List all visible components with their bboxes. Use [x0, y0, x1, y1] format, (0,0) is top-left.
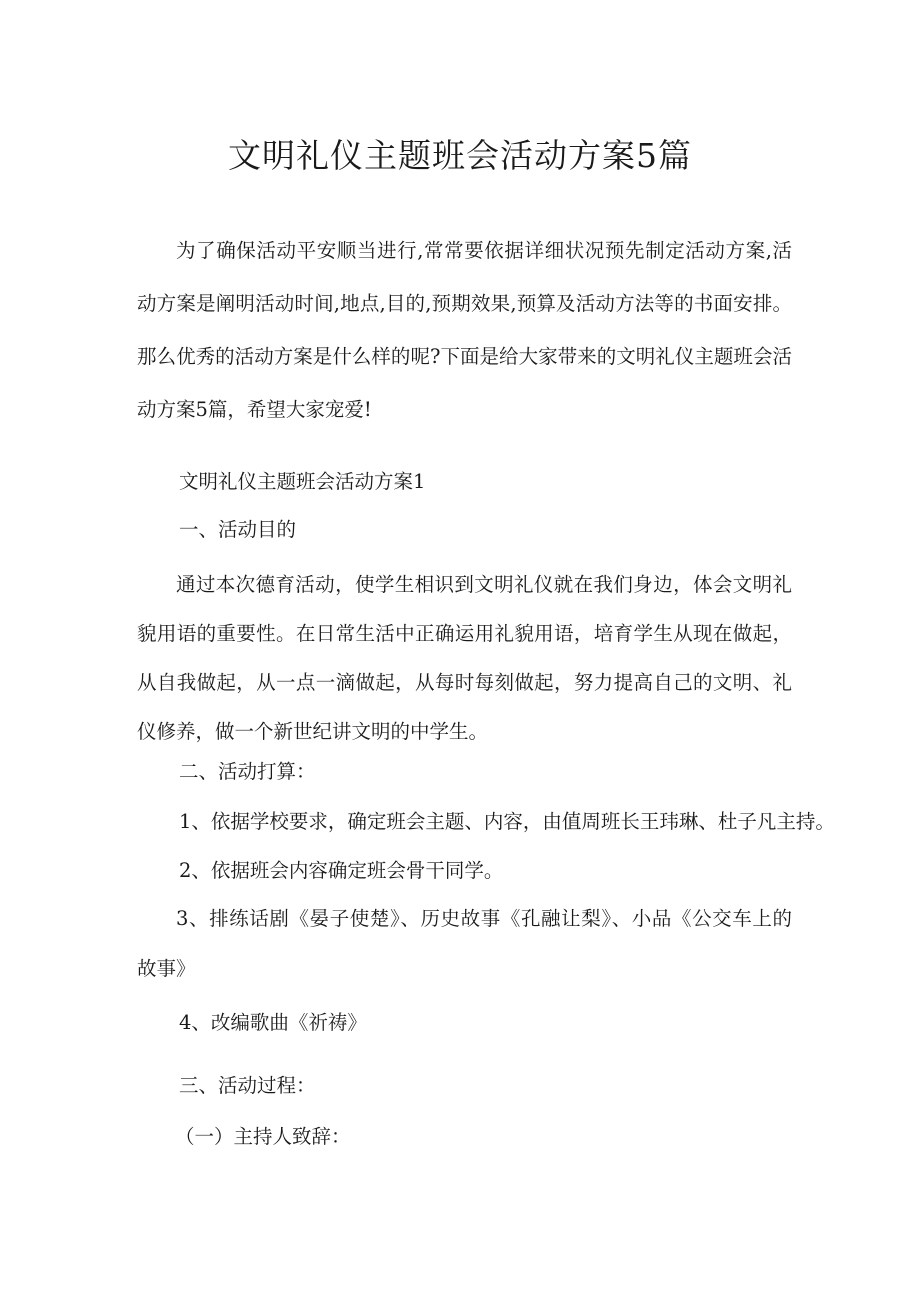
- part2-heading: 二、活动打算：: [179, 760, 316, 783]
- document-title: 文明礼仪主题班会活动方案5篇: [228, 136, 692, 175]
- part3-heading: 三、活动过程：: [179, 1074, 316, 1097]
- list-item-2: 2、依据班会内容确定班会骨干同学。: [179, 859, 504, 882]
- purpose-paragraph: 通过本次德育活动，使学生相识到文明礼仪就在我们身边，体会文明礼貌用语的重要性。在日常生活中正确运用礼貌用语，培育学生从现在做起，从自我做起，从一点一滴做起，从每时每刻做起，努力提高自己的文明、礼仪修养，做一个新世纪讲文明的中学生。: [137, 573, 792, 743]
- part1-heading: 一、活动目的: [179, 518, 297, 541]
- list-item-4: 4、改编歌曲《祈祷》: [179, 1011, 367, 1034]
- list-item-1: 1、依据学校要求，确定班会主题、内容，由值周班长王玮琳、杜子凡主持。: [179, 810, 835, 833]
- section-heading: 文明礼仪主题班会活动方案1: [179, 470, 426, 493]
- sub1-heading: （一）主持人致辞：: [175, 1125, 351, 1148]
- intro-paragraph: 为了确保活动平安顺当进行,常常要依据详细状况预先制定活动方案,活动方案是阐明活动时间,地点,目的,预期效果,预算及活动方法等的书面安排。那么优秀的活动方案是什么样的呢?下面是给大家带来的文明礼仪主题班会活动方案5篇，希望大家宠爱!: [137, 239, 792, 421]
- list-item-3: 3、排练话剧《晏子使楚》、历史故事《孔融让梨》、小品《公交车上的故事》: [137, 907, 792, 980]
